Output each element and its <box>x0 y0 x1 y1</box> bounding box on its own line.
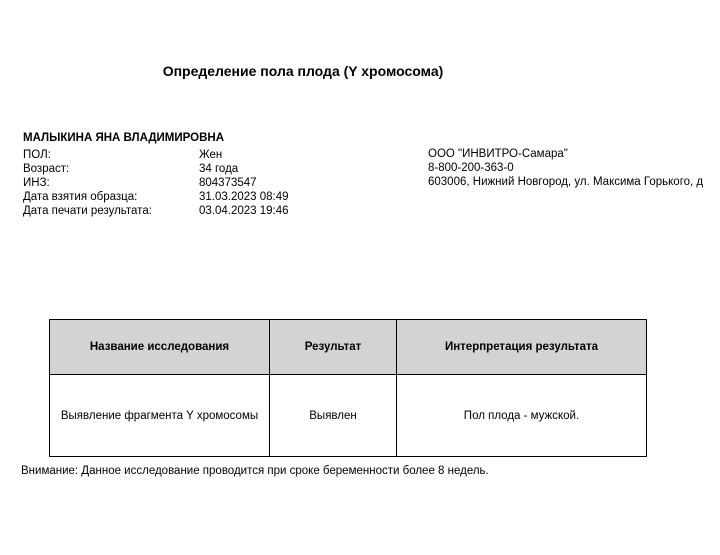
lab-info <box>428 147 703 189</box>
info-row-inz <box>23 176 289 190</box>
lab-phone: 8-800-200-363-0 <box>428 162 514 174</box>
info-value: 31.03.2023 08:49 <box>199 191 289 203</box>
info-row-print-date <box>23 204 289 218</box>
info-value: Жен <box>199 149 223 161</box>
warning-note: Внимание: Данное исследование проводится при сроке беременности более 8 недель. <box>21 465 489 477</box>
lab-name: ООО "ИНВИТРО-Самара" <box>428 148 568 160</box>
info-label: Возраст: <box>23 163 70 175</box>
page-title: Определение пола плода (Y хромосома) <box>162 63 444 79</box>
header-result: Результат <box>270 320 397 375</box>
cell-result: Выявлен <box>270 375 397 457</box>
info-label: Дата взятия образца: <box>23 191 138 203</box>
info-label: ПОЛ: <box>23 149 51 161</box>
header-interpretation: Интерпретация результата <box>397 320 647 375</box>
results-table <box>49 319 647 457</box>
cell-interpretation: Пол плода - мужской. <box>397 375 647 457</box>
info-row-age <box>23 162 289 176</box>
cell-test-name: Выявление фрагмента Y хромосомы <box>50 375 270 457</box>
patient-info <box>23 148 289 218</box>
lab-address: 603006, Нижний Новгород, ул. Максима Горького, д <box>428 176 704 188</box>
info-value: 804373547 <box>199 177 257 189</box>
table-row <box>50 375 647 457</box>
info-value: 34 года <box>199 163 239 175</box>
info-row-sample-date <box>23 190 289 204</box>
patient-name: МАЛЫКИНА ЯНА ВЛАДИМИРОВНА <box>23 132 225 144</box>
info-value: 03.04.2023 19:46 <box>199 205 289 217</box>
info-label: Дата печати результата: <box>23 205 152 217</box>
header-test-name: Название исследования <box>50 320 270 375</box>
info-row-sex <box>23 148 289 162</box>
table-header-row <box>50 320 647 375</box>
info-label: ИНЗ: <box>23 177 50 189</box>
